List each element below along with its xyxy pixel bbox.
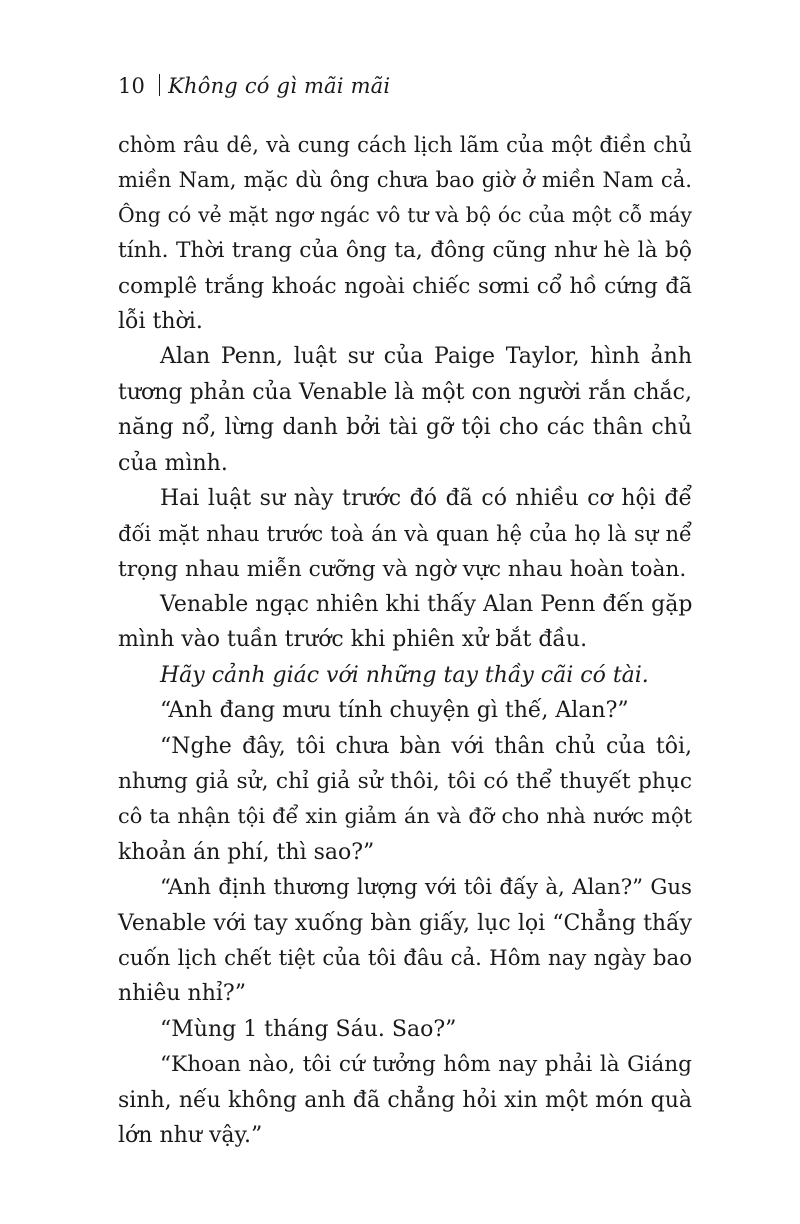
text-line: chòm râu dê, và cung cách lịch lãm của một điền chủ [118,132,692,157]
text-line: mình vào tuần trước khi phiên xử bắt đầu. [118,627,588,653]
text-line: Alan Penn, luật sư của Paige Taylor, hình ảnh [160,344,692,370]
text-line: lớn như vậy.” [118,1122,263,1148]
text-line: tương phản của Venable là một con người rắn chắc, [118,379,692,405]
header-divider [159,74,160,96]
italic-thought-line: Hãy cảnh giác với những tay thầy cãi có tài. [160,662,649,688]
text-line: trọng nhau miễn cưỡng và ngờ vực nhau hoàn toàn. [118,556,687,582]
running-header [118,70,390,102]
text-line: năng nổ, lừng danh bởi tài gỡ tội cho các thân chủ [118,415,692,441]
text-line: Ông có vẻ mặt ngơ ngác vô tư và bộ óc của một cỗ máy [118,202,692,227]
text-line: Venable ngạc nhiên khi thấy Alan Penn đến gặp [160,592,693,618]
text-line: cuốn lịch chết tiệt của tôi đâu cả. Hôm nay ngày bao [118,945,692,971]
text-line: đối mặt nhau trước toà án và quan hệ của họ là sự nể [118,521,692,547]
text-line: complê trắng khoác ngoài chiếc sơmi cổ hồ cứng đã [118,273,692,299]
dialogue-line: “Anh đang mưu tính chuyện gì thế, Alan?” [160,698,629,724]
dialogue-line: “Anh định thương lượng với tôi đấy à, Alan?” Gus [160,875,692,901]
text-line: Venable với tay xuống bàn giấy, lục lọi “Chẳng thấy [118,910,692,936]
page-number: 10 [118,74,146,98]
body-text [118,127,692,1153]
dialogue-line: “Mùng 1 tháng Sáu. Sao?” [160,1016,457,1042]
book-title: Không có gì mãi mãi [168,74,391,98]
dialogue-line: “Khoan nào, tôi cứ tưởng hôm nay phải là Giáng [160,1052,692,1078]
text-line: lỗi thời. [118,308,203,334]
text-line: miền Nam, mặc dù ông chưa bao giờ ở miền Nam cả. [118,167,692,193]
text-line: khoản án phí, thì sao?” [118,839,375,865]
text-line: của mình. [118,450,228,476]
dialogue-line: “Nghe đây, tôi chưa bàn với thân chủ của tôi, [160,733,692,759]
text-line: Hai luật sư này trước đó đã có nhiều cơ hội để [160,485,692,511]
text-line: nhiêu nhỉ?” [118,981,246,1007]
text-line: nhưng giả sử, chỉ giả sử thôi, tôi có thể thuyết phục [118,769,692,795]
text-line: cô ta nhận tội để xin giảm án và đỡ cho nhà nước một [118,804,692,829]
text-line: tính. Thời trang của ông ta, đông cũng như hè là bộ [118,238,692,264]
text-line: sinh, nếu không anh đã chẳng hỏi xin một món quà [118,1087,692,1113]
